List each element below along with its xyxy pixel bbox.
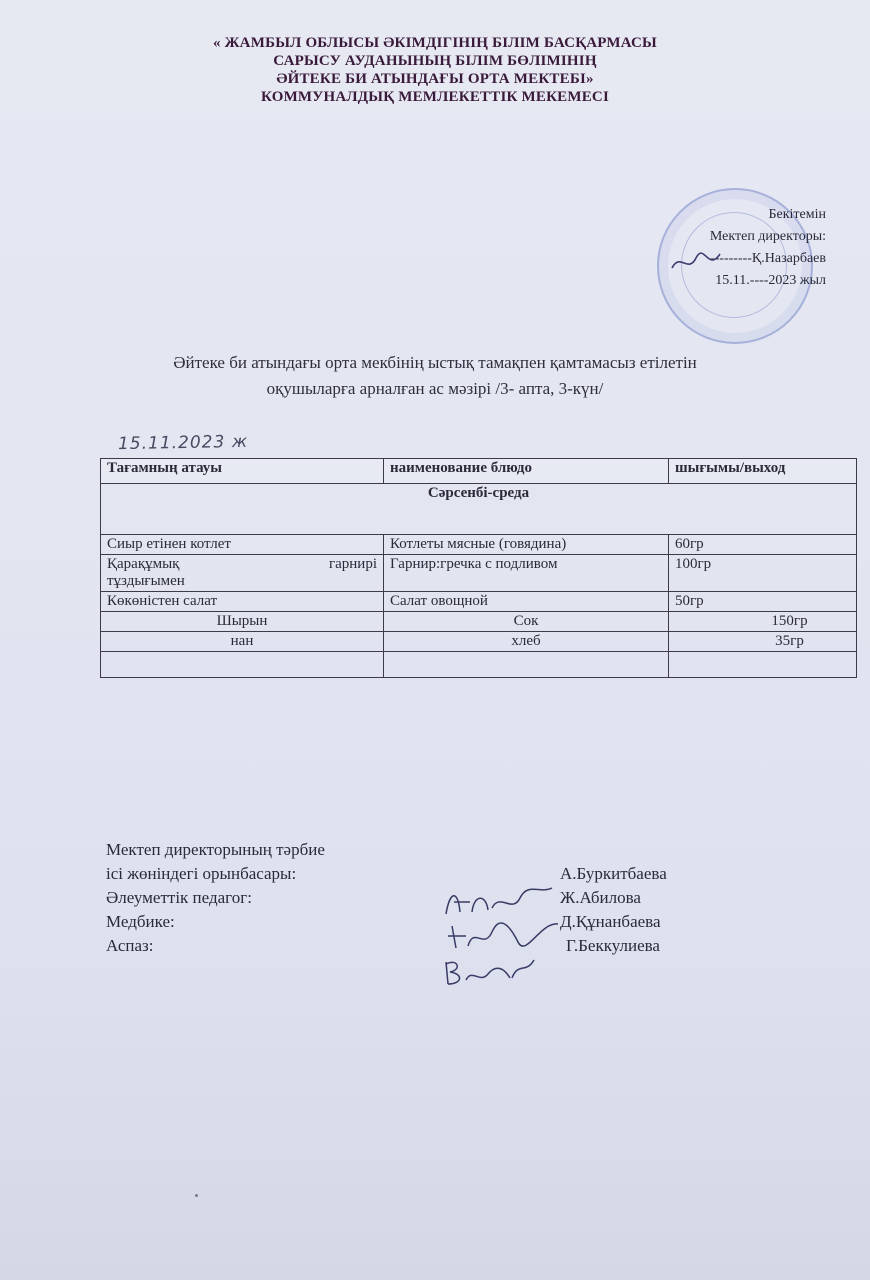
header-line-2: САРЫСУ АУДАНЫНЫҢ БІЛІМ БӨЛІМІНІҢ <box>273 53 597 69</box>
table-row <box>101 555 857 592</box>
table-header-row <box>101 459 857 484</box>
day-label: Сәрсенбі-среда <box>101 484 857 535</box>
approval-title: Бекітемін <box>768 207 826 222</box>
nurse-label: Медбике: <box>106 912 175 931</box>
social-signature <box>440 884 560 920</box>
dish-kz <box>101 555 384 592</box>
deputy-row-2 <box>106 862 726 886</box>
header-line-3: ӘЙТЕКЕ БИ АТЫНДАҒЫ ОРТА МЕКТЕБІ» <box>276 71 594 87</box>
social-row <box>106 886 726 910</box>
cook-label: Аспаз: <box>106 936 154 955</box>
day-row <box>101 484 857 535</box>
dish-output: 35гр <box>669 632 857 652</box>
social-label: Әлеуметтік педагог: <box>106 888 252 907</box>
social-name: Ж.Абилова <box>560 888 641 907</box>
dish-kz: Шырын <box>101 612 384 632</box>
dish-ru: Сок <box>384 612 669 632</box>
header-cell-ru: наименование блюдо <box>384 459 669 484</box>
title-line-2: оқушыларға арналған ас мәзірі /3- апта, 3-күн/ <box>266 379 604 398</box>
approval-role: Мектеп директоры: <box>709 229 826 244</box>
header-line-4: КОММУНАЛДЫҚ МЕМЛЕКЕТТІК МЕКЕМЕСІ <box>261 89 609 105</box>
signatures-block <box>106 838 726 958</box>
deputy-label-1: Мектеп директорының тәрбие <box>106 840 325 859</box>
nurse-signature <box>444 916 564 952</box>
dish-output: 50гр <box>669 592 857 612</box>
dish-kz-word-1: Қарақұмық <box>107 556 180 572</box>
deputy-row-1 <box>106 838 726 862</box>
header-cell-kz: Тағамның атауы <box>101 459 384 484</box>
dish-ru: хлеб <box>384 632 669 652</box>
dish-kz: Көкөністен салат <box>101 592 384 612</box>
table-row <box>101 535 857 555</box>
director-signature <box>668 248 728 278</box>
deputy-name: А.Буркитбаева <box>560 864 667 883</box>
table-row <box>101 632 857 652</box>
approval-date: 15.11.----2023 жыл <box>715 273 826 288</box>
approval-director: ---------Қ.Назарбаев <box>709 251 826 266</box>
menu-table <box>100 458 857 678</box>
dish-ru: Гарнир:гречка с подливом <box>384 555 669 592</box>
table-row-empty <box>101 652 857 678</box>
document-header <box>0 34 870 106</box>
nurse-row <box>106 910 726 934</box>
header-cell-output: шығымы/выход <box>669 459 857 484</box>
handwritten-date: 15.11.2023 ж <box>117 431 249 455</box>
dish-ru: Котлеты мясные (говядина) <box>384 535 669 555</box>
menu-title <box>0 350 870 402</box>
cook-signature <box>440 954 540 988</box>
cook-row <box>106 934 726 958</box>
deputy-label-2: ісі жөніндегі орынбасары: <box>106 864 297 883</box>
dish-kz: Сиыр етінен котлет <box>101 535 384 555</box>
title-line-1: Әйтеке би атындағы орта мекбінің ыстық тамақпен қамтамасыз етілетін <box>173 353 697 372</box>
table-row <box>101 592 857 612</box>
nurse-name: Д.Құнанбаева <box>560 912 661 931</box>
dish-kz: нан <box>101 632 384 652</box>
dish-ru: Салат овощной <box>384 592 669 612</box>
dish-output: 100гр <box>669 555 857 592</box>
header-line-1: « ЖАМБЫЛ ОБЛЫСЫ ӘКІМДІГІНІҢ БІЛІМ БАСҚАРМАСЫ <box>213 35 657 51</box>
dish-kz-word-3: тұздығымен <box>107 573 185 589</box>
decorative-dot <box>195 1194 198 1197</box>
dish-output: 150гр <box>669 612 857 632</box>
dish-output: 60гр <box>669 535 857 555</box>
table-row <box>101 612 857 632</box>
cook-name: Г.Беккулиева <box>566 936 660 955</box>
dish-kz-word-2: гарнирі <box>328 556 377 572</box>
